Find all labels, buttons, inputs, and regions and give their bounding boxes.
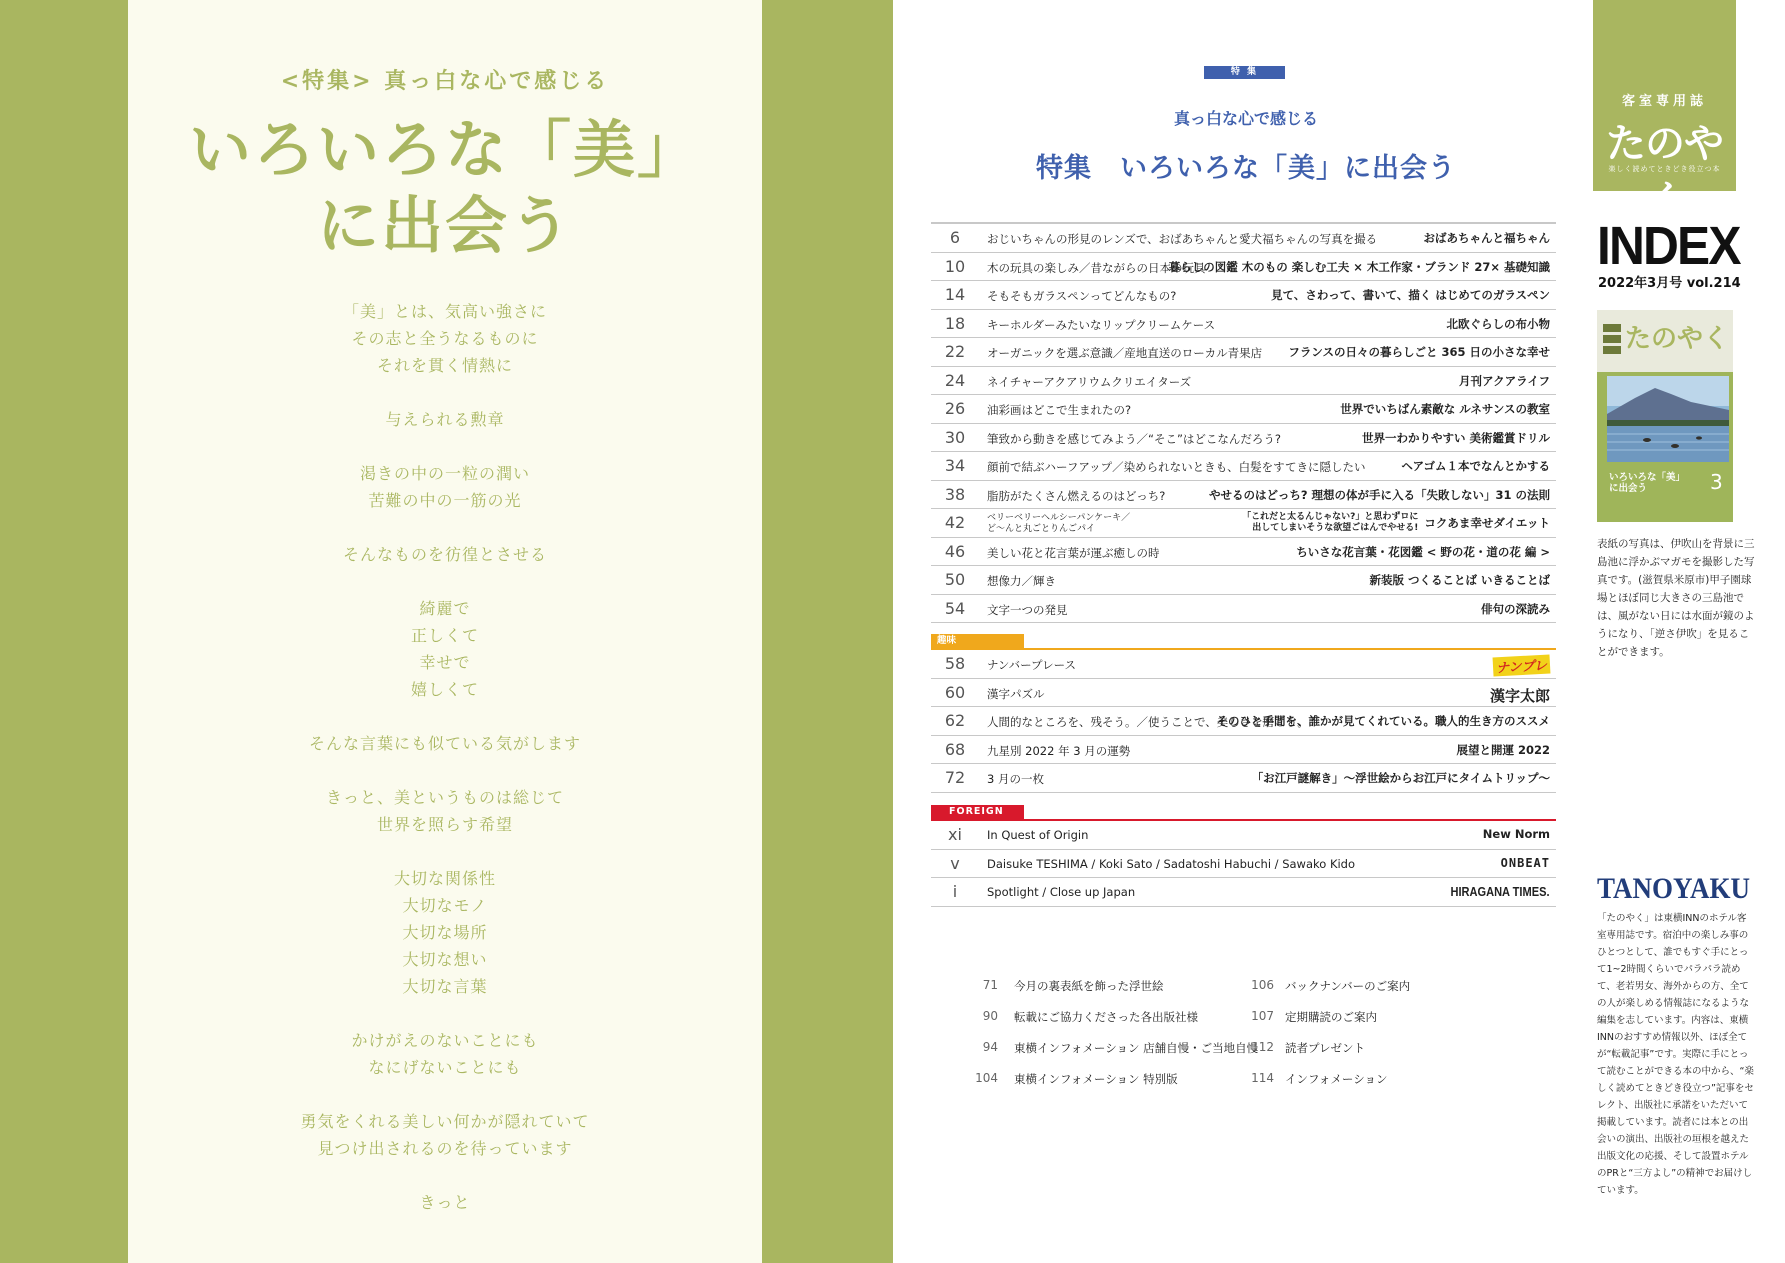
feature-subtitle: 真っ白な心で感じる [1173, 109, 1318, 128]
poem-spacer [128, 1081, 762, 1108]
poem-line: 与えられる勲章 [385, 410, 505, 429]
poem-line: 「美」とは、気高い強さに [342, 302, 547, 321]
cover-caption: 表紙の写真は、伊吹山を背景に三島池に浮かぶマガモを撮影した写真です。(滋賀県米原市)甲子園球場とほぼ同じ大きさの三島池では、風がない日には水面が鏡のようになり、「逆さ伊吹」を見ることができます。 [1597, 538, 1755, 658]
misc-label: 読者プレゼント [1285, 1041, 1366, 1055]
misc-page-number: 94 [982, 1040, 998, 1054]
cover-text: いろいろな「美」に出会う [1609, 472, 1686, 494]
misc-label: 東横インフォメーション 特別版 [1014, 1072, 1178, 1086]
poem-page [128, 0, 762, 1263]
poem-spacer [128, 838, 762, 865]
toc-row [931, 850, 1556, 879]
toc-source-title: そのひと手間を、誰かが見てくれている。職人的生き方のススメ [1216, 714, 1550, 728]
poem-line: 大切な言葉 [402, 977, 488, 996]
poem-title-line1: いろいろな「美」 [188, 113, 701, 186]
poem-line: 正しくて [410, 626, 479, 645]
toc-title: 3 月の一枚 [987, 772, 1044, 786]
poem-title-line2: に出会う [316, 189, 573, 262]
toc-source [1296, 544, 1550, 560]
toc-title: 脂肪がたくさん燃えるのはどっち? [987, 488, 1166, 503]
toc-row [931, 821, 1556, 850]
toc-row [931, 595, 1556, 624]
toc-source-title: 新装版 つくることば いきることば [1369, 573, 1550, 587]
toc-source [1447, 316, 1551, 332]
toc-title: Daisuke TESHIMA / Koki Sato / Sadatoshi Habuchi / Sawako Kido [987, 856, 1356, 871]
poem-line: 大切な場所 [402, 923, 488, 942]
toc-page-number: xi [948, 825, 962, 844]
index-page [893, 0, 1593, 1263]
toc-row [931, 338, 1556, 367]
poem-line: 苦難の中の一筋の光 [368, 491, 522, 510]
toc-title: Spotlight / Close up Japan [987, 885, 1136, 899]
toc-source-title: おばあちゃんと福ちゃん [1423, 231, 1550, 245]
toc-title: そもそもガラスペンってどんなもの? [987, 289, 1177, 303]
cover-thumbnail [1597, 310, 1733, 522]
section-tag-hobby: 趣味 [931, 634, 1024, 648]
toc-source [1340, 401, 1550, 417]
toc-row [931, 509, 1556, 538]
toc-row [931, 707, 1556, 736]
toc-row [931, 281, 1556, 310]
cover-mark [1603, 324, 1621, 357]
toc-row [931, 538, 1556, 567]
toc-page-number: v [950, 853, 960, 873]
misc-label: 転載にご協力くださった各出版社様 [1014, 1010, 1198, 1024]
poem-title [128, 112, 762, 264]
toc-feature [931, 222, 1556, 623]
misc-page-number: 112 [1251, 1040, 1274, 1054]
toc-source-title: ヘアゴム１本でなんとかする [1401, 459, 1550, 473]
toc-page-number: 68 [944, 739, 966, 759]
poem-line: 大切な想い [402, 950, 488, 969]
toc-row [931, 481, 1556, 510]
toc-title: 顔前で結ぶハーフアップ／染められないときも、白髪をすてきに隠したい [987, 460, 1366, 474]
toc-source-title: ちいさな花言葉・花図鑑 < 野の花・道の花 編 > [1296, 544, 1550, 559]
about-text: 「たのやく」は東横INNのホテル客室専用誌です。宿泊中の楽しみ事のひとつとして、誰でもすぐ手にとって1~2時間くらいでパラパラ読めて、老若男女、海外からの方、全ての人が楽しめる情報誌になるような編集を志しています。内容は、東横INNのおすすめ情報以外、ほぼ全てが“転載記事”です。実際に手にとって読むことができる本の中から、“楽しく読めてときどき役立つ”記事をセレクト、出版社に承諾をいただいて掲載しています。読者には本との出会いの演出、出版社の垣根を越えた出版文化の応援、そして設置ホテルのPRと“三方よし”の精神でお届けしています。 [1597, 913, 1754, 1196]
poem-spacer [128, 514, 762, 541]
misc-label: 東横インフォメーション 店舗自慢・ご当地自慢 [1014, 1041, 1259, 1055]
toc-source-title: 北欧ぐらしの布小物 [1446, 316, 1550, 331]
toc-row [931, 452, 1556, 481]
toc-source-title: 世界でいちばん素敵な ルネサンスの教室 [1340, 402, 1550, 416]
toc-row [931, 367, 1556, 396]
toc-page-number: 38 [944, 484, 966, 504]
toc-source-line: 出してしまいそうな欲望ごはんでやせる! [1252, 523, 1419, 533]
toc-title: 筆致から動きを感じてみよう／“そこ”はどこなんだろう? [987, 431, 1282, 446]
toc-title: ナンバープレース [987, 658, 1077, 672]
toc-title-line: ど～んと丸ごとりんごパイ [987, 524, 1096, 534]
toc-title: 木の玩具の楽しみ／昔ながらの日本の玩具 [987, 260, 1206, 275]
poem-line: 綺麗で [419, 599, 471, 618]
toc-source [1493, 656, 1550, 675]
misc-page-number: 71 [982, 978, 998, 992]
onbeat-logo: ONBEAT [1500, 855, 1550, 870]
toc-title: 油彩画はどこで生まれたの? [987, 403, 1132, 417]
toc-title: 漢字パズル [987, 686, 1045, 701]
toc-source-title: 月刊アクアライフ [1459, 373, 1550, 388]
toc-page-number: 18 [944, 313, 966, 333]
poem-spacer [128, 1162, 762, 1189]
toc-page-number: 58 [944, 654, 966, 673]
toc-page-number: 46 [944, 541, 966, 561]
toc-source-line: 「これだと太るんじゃない?」と思わずロに [1242, 512, 1419, 522]
brand-tagline: 楽しく読めてときどき役立つ本 [1608, 165, 1721, 173]
toc-title: 想像力／輝き [987, 574, 1056, 588]
toc-title: In Quest of Origin [987, 828, 1089, 842]
toc-hobby [931, 634, 1556, 793]
poem-line: なにげないことにも [368, 1058, 522, 1077]
toc-title: キーホルダーみたいなリップクリームケース [987, 317, 1216, 332]
misc-label: インフォメーション [1285, 1072, 1388, 1086]
misc-label: バックナンバーのご案内 [1285, 979, 1411, 993]
misc-label: 定期購読のご案内 [1285, 1010, 1377, 1024]
toc-source [1433, 884, 1550, 899]
misc-page-number: 104 [975, 1071, 998, 1085]
toc-source [1288, 344, 1550, 360]
poem-spacer [128, 379, 762, 406]
poem-line: 大切な関係性 [393, 869, 496, 888]
toc-source-title: 世界一わかりやすい 美術鑑賞ドリル [1361, 430, 1550, 445]
toc-source [1483, 827, 1550, 841]
toc-row [931, 395, 1556, 424]
misc-page-number: 114 [1251, 1071, 1274, 1085]
toc-page-number: 22 [944, 342, 966, 361]
toc-source-title: New Norm [1482, 827, 1550, 841]
brand-block [1593, 0, 1736, 224]
poem-line: そんなものを彷徨とさせる [342, 545, 547, 564]
poem-kicker: <特集> 真っ白な心で感じる [280, 69, 610, 94]
toc-page-number: 30 [944, 427, 966, 447]
toc-source-title: 暮らしの図鑑 木のもの 楽しむ工夫 × 木工作家・ブランド 27× 基礎知識 [1168, 259, 1550, 274]
poem-spacer [128, 568, 762, 595]
left-margin-strip [0, 0, 128, 1263]
toc-source [1424, 230, 1551, 246]
toc-title: 九星別 2022 年 3 月の運勢 [987, 743, 1131, 758]
section-tag-foreign: FOREIGN [931, 805, 1024, 819]
toc-title: 人間的なところを、残そう。／使うことで、美しさを磨こう。 [987, 715, 1309, 729]
toc-page-number: 10 [944, 256, 966, 276]
toc-source [1217, 713, 1551, 729]
poem-spacer [128, 703, 762, 730]
poem-line: その志と全うなるものに [351, 329, 539, 348]
misc-page-number: 90 [982, 1009, 998, 1023]
toc-page-number: 54 [944, 598, 966, 618]
misc-page-number: 106 [1251, 978, 1274, 992]
toc-row [931, 650, 1556, 679]
toc-page-number: 72 [944, 768, 966, 787]
brand-label: 客室専用誌 [1621, 94, 1707, 109]
poem-spacer [128, 757, 762, 784]
poem-line: それを貫く情熱に [376, 356, 513, 375]
toc-row [931, 424, 1556, 453]
poem-line: 渇きの中の一粒の潤い [359, 464, 530, 483]
poem-line: かけがえのないことにも [351, 1031, 539, 1050]
poem-line: 大切なモノ [402, 896, 488, 915]
toc-page-number: 60 [944, 682, 966, 702]
poem-line: 見つけ出されるのを待っています [317, 1139, 573, 1158]
issue-label: 2022年3月号 vol.214 [1598, 276, 1741, 291]
poem-spacer [128, 1000, 762, 1027]
poem-line: 嬉しくて [410, 680, 479, 699]
feature-title: 特集 いろいろな「美」に出会う [1036, 153, 1456, 184]
toc-title: ネイチャーアクアリウムクリエイターズ [987, 374, 1192, 389]
toc-source [1481, 601, 1550, 617]
poem-line: そんな言葉にも似ている気がします [308, 734, 581, 753]
toc-source [1209, 487, 1550, 503]
hiragana-times-logo: HIRAGANA TIMES. [1450, 884, 1550, 899]
toc-page-number: 6 [949, 228, 961, 247]
toc-title: オーガニックを選ぶ意識／産地直送のローカル青果店 [987, 346, 1263, 360]
toc-row [931, 224, 1556, 253]
numpre-logo: ナンプレ [1493, 655, 1551, 677]
toc-source [1169, 259, 1550, 275]
poem-line: 幸せで [419, 653, 471, 672]
toc-source [1242, 512, 1550, 534]
toc-page-number: 24 [944, 370, 966, 390]
toc-title: 美しい花と花言葉が運ぶ癒しの時 [987, 545, 1160, 560]
tanoyaku-logo: TANOYAKU [1597, 872, 1751, 905]
toc-source-title: 見て、さわって、書いて、描く はじめてのガラスペン [1271, 288, 1550, 302]
toc-page-number: 34 [944, 456, 966, 475]
toc-row [931, 566, 1556, 595]
kanji-taro-logo: 漢字太郎 [1489, 686, 1550, 705]
toc-source [1369, 572, 1550, 588]
toc-page-number: 62 [944, 711, 966, 730]
feature-tag: 特 集 [1204, 66, 1285, 79]
poem-line: 勇気をくれる美しい何かが隠れていて [300, 1112, 590, 1131]
toc-foreign [931, 805, 1556, 907]
gutter-strip [762, 0, 893, 1263]
cover-issue-number: 3 [1710, 470, 1723, 494]
toc-row [931, 310, 1556, 339]
toc-row [931, 764, 1556, 793]
poem-body [128, 298, 762, 1216]
toc-title [987, 513, 1130, 535]
toc-source [1252, 770, 1550, 786]
toc-row [931, 878, 1556, 907]
toc-row [931, 253, 1556, 282]
toc-source-title: 展望と開運 2022 [1456, 742, 1550, 757]
cover-photo [1607, 376, 1729, 462]
toc-source [1271, 287, 1550, 303]
toc-source-title: コクあま幸せダイエット [1424, 516, 1550, 530]
poem-spacer [128, 433, 762, 460]
toc-title: 文字一つの発見 [987, 602, 1068, 617]
toc-source [1490, 685, 1550, 706]
misc-label: 今月の裏表紙を飾った浮世絵 [1014, 979, 1164, 993]
toc-source-title: 「お江戸謎解き」～浮世絵からお江戸にタイムトリップ～ [1251, 771, 1550, 785]
toc-page-number: 42 [944, 513, 966, 532]
toc-page-number: 50 [944, 570, 966, 589]
toc-page-number: i [952, 882, 958, 901]
toc-page-number: 26 [944, 399, 966, 418]
toc-source-title: フランスの日々の暮らしごと 365 日の小さな幸せ [1288, 345, 1550, 359]
toc-row [931, 736, 1556, 765]
toc-row [931, 679, 1556, 708]
toc-source-note [1242, 512, 1418, 534]
toc-title-line: ベリーベリーヘルシーパンケーキ／ [987, 513, 1131, 523]
misc-page-number: 107 [1251, 1009, 1274, 1023]
toc-source [1401, 458, 1550, 474]
toc-page-number: 14 [944, 285, 966, 304]
poem-line: 世界を照らす希望 [376, 815, 513, 834]
toc-source-title: 俳句の深読み [1481, 601, 1550, 616]
toc-title: おじいちゃんの形見のレンズで、おばあちゃんと愛犬福ちゃんの写真を撮る [987, 232, 1378, 246]
toc-source [1456, 742, 1550, 758]
brand-logo: たのやく [1606, 121, 1723, 224]
cover-header [1597, 310, 1733, 372]
poem-line: きっと、美というものは総じて [325, 788, 564, 807]
toc-source [1459, 373, 1550, 389]
cover-logo: たのやく [1625, 324, 1730, 354]
toc-source [1362, 430, 1550, 446]
poem-line: きっと [419, 1193, 471, 1212]
index-heading: INDEX [1597, 216, 1740, 276]
toc-source [1501, 856, 1550, 870]
toc-source-title: やせるのはどっち? 理想の体が手に入る「失敗しない」31 の法則 [1209, 487, 1550, 502]
